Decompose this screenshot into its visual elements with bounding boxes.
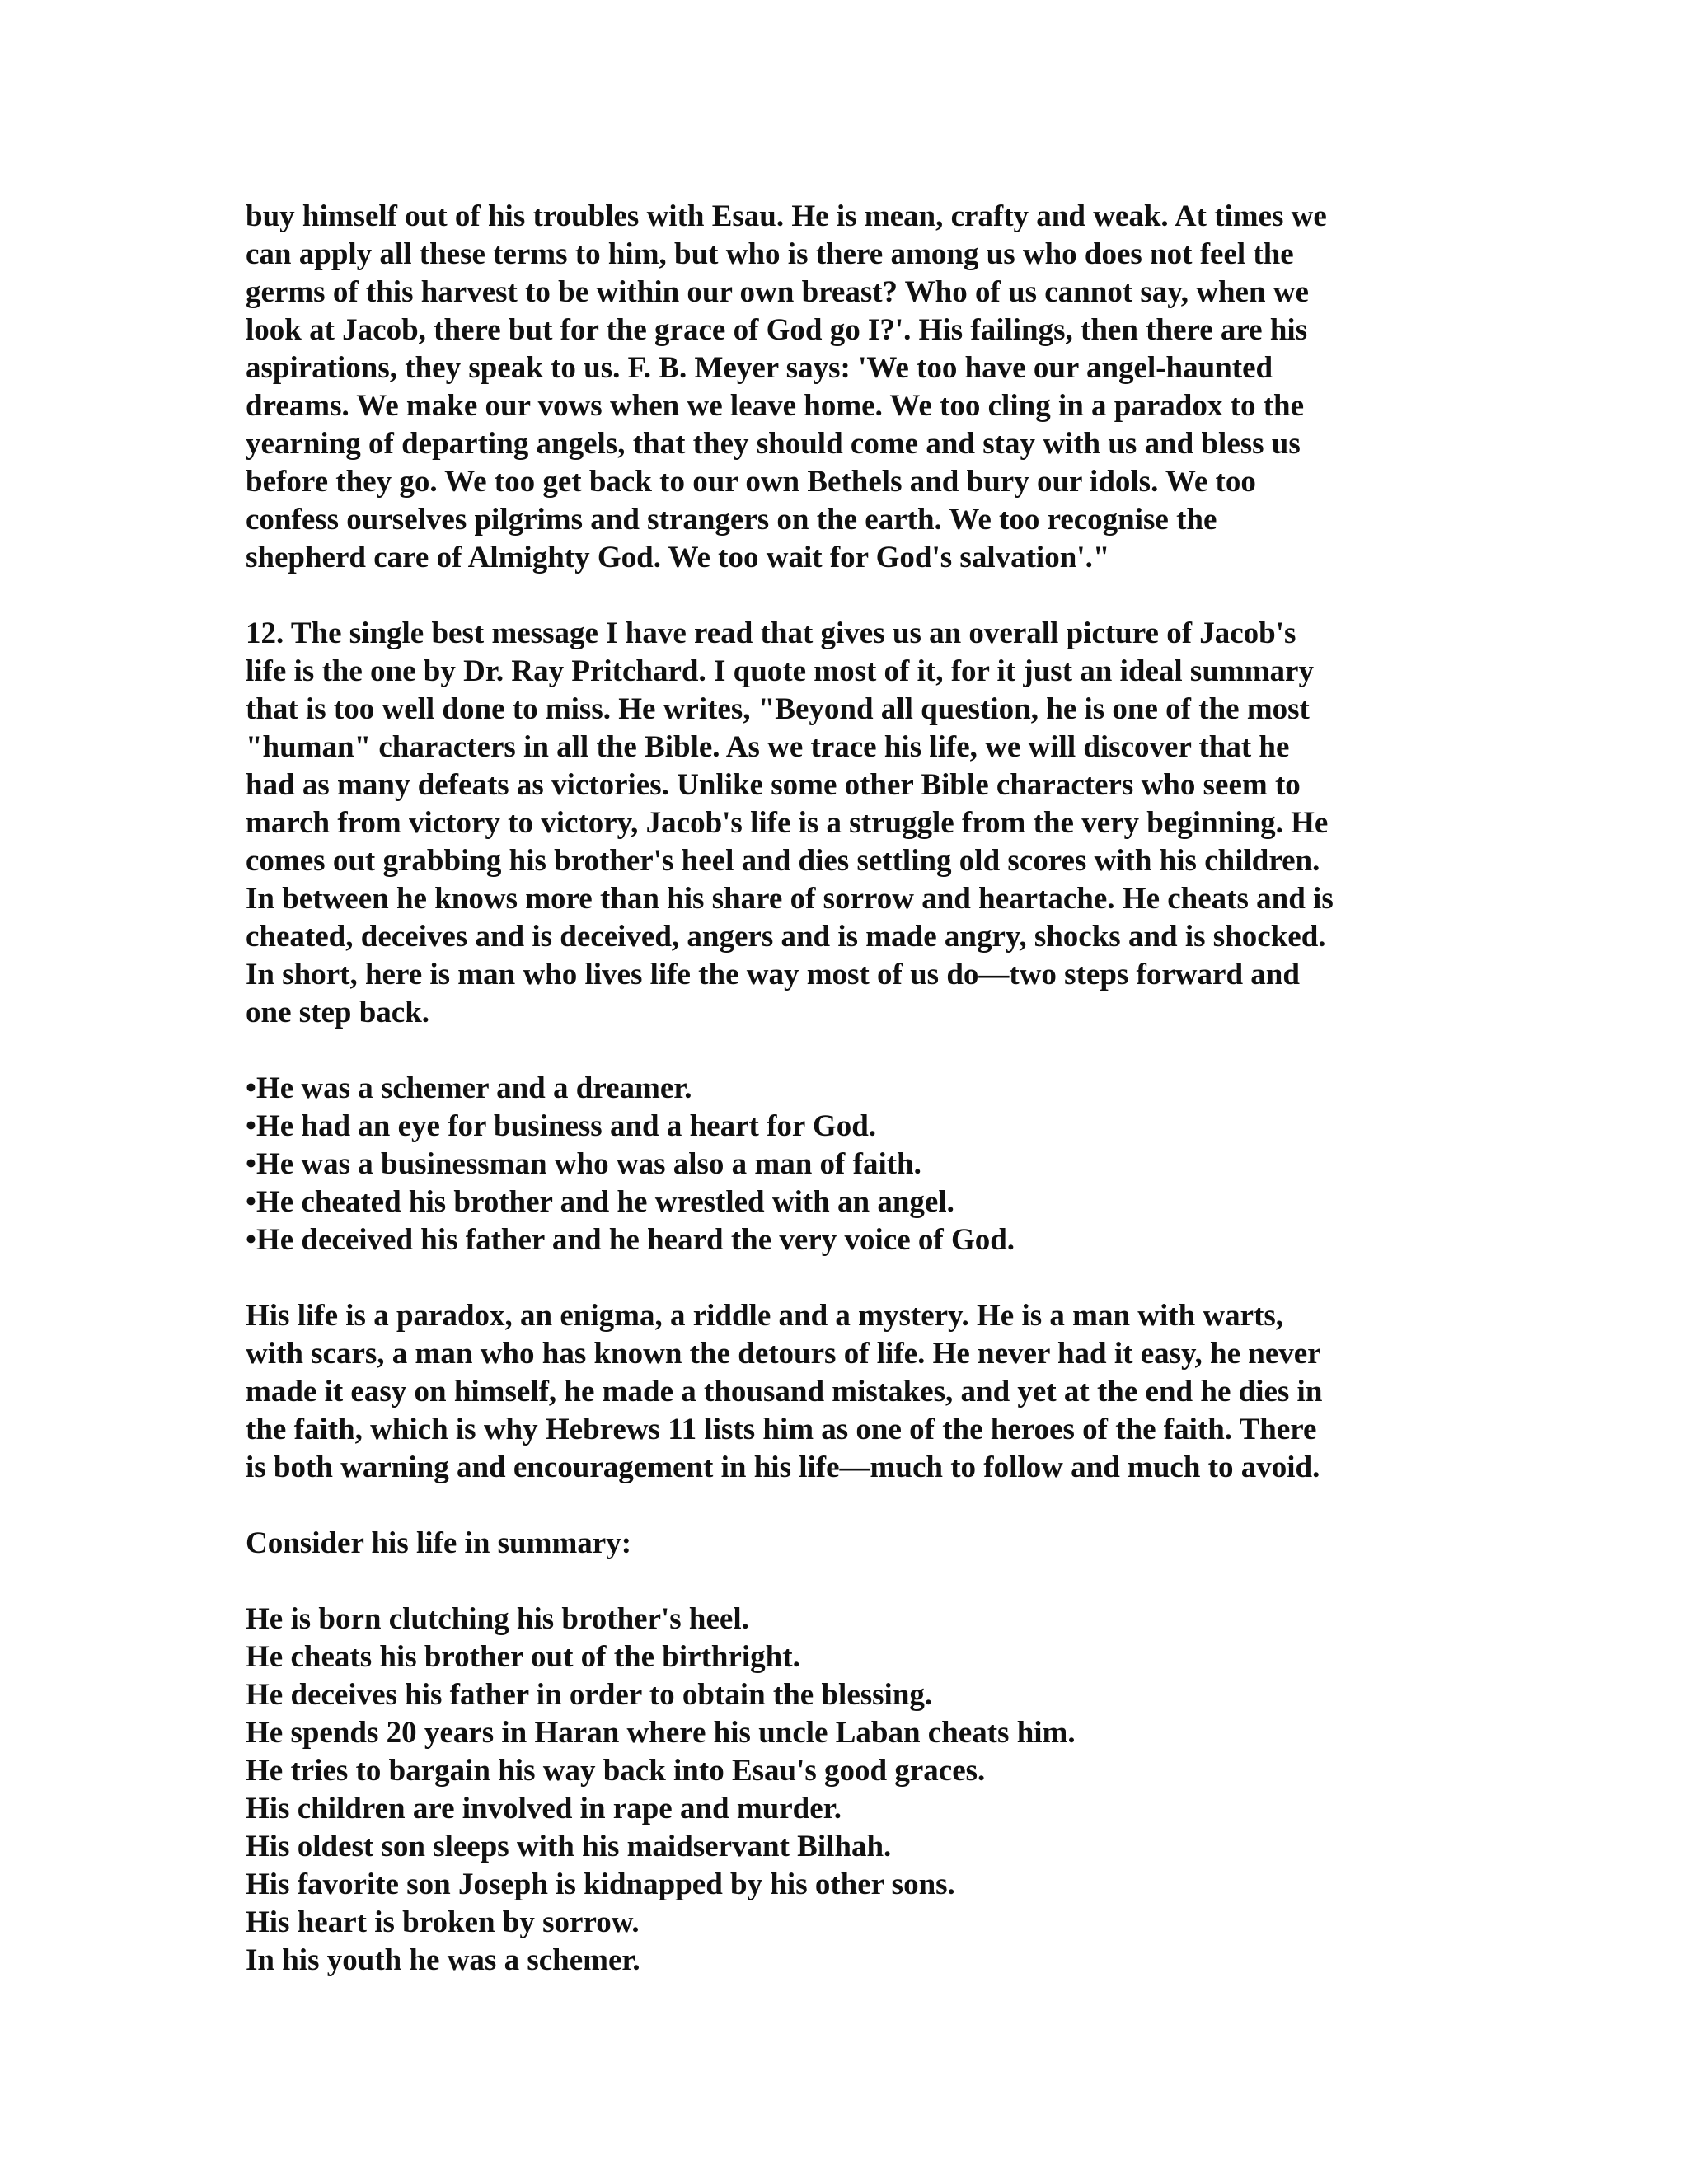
summary-item: His favorite son Joseph is kidnapped by his other sons.: [246, 1868, 955, 1901]
text-line: the faith, which is why Hebrews 11 lists him as one of the heroes of the faith. There: [246, 1413, 1317, 1446]
text-line: one step back.: [246, 996, 430, 1029]
paragraph-gap: [246, 1032, 1449, 1070]
text-line: germs of this harvest to be within our own breast? Who of us cannot say, when we: [246, 275, 1309, 309]
text-line: dreams. We make our vows when we leave home. We too cling in a paradox to the: [246, 389, 1305, 423]
text-line: 12. The single best message I have read that gives us an overall picture of Jacob's: [246, 616, 1296, 650]
bullet-item: •He cheated his brother and he wrestled with an angel.: [246, 1185, 954, 1219]
summary-heading: Consider his life in summary:: [246, 1526, 632, 1560]
text-line: shepherd care of Almighty God. We too wait for God's salvation'.": [246, 541, 1110, 574]
bullet-list: [246, 1070, 1449, 1259]
paragraph-pritchard-message: [246, 615, 1449, 1032]
page-content: [246, 198, 1449, 1980]
summary-item: He is born clutching his brother's heel.: [246, 1602, 749, 1636]
text-line: can apply all these terms to him, but who is there among us who does not feel the: [246, 237, 1294, 271]
summary-item: He cheats his brother out of the birthright.: [246, 1640, 800, 1674]
text-line: confess ourselves pilgrims and strangers on the earth. We too recognise the: [246, 503, 1217, 537]
summary-item: He deceives his father in order to obtain the blessing.: [246, 1678, 933, 1712]
bullet-item: •He was a schemer and a dreamer.: [246, 1071, 692, 1105]
paragraph-gap: [246, 1259, 1449, 1297]
text-line: that is too well done to miss. He writes, "Beyond all question, he is one of the most: [246, 692, 1310, 726]
summary-item: He tries to bargain his way back into Esau's good graces.: [246, 1754, 986, 1788]
text-line: look at Jacob, there but for the grace of God go I?'. His failings, then there are his: [246, 313, 1308, 347]
text-line: aspirations, they speak to us. F. B. Meyer says: 'We too have our angel-haunted: [246, 351, 1273, 385]
text-line: In between he knows more than his share of sorrow and heartache. He cheats and is: [246, 882, 1334, 916]
text-line: made it easy on himself, he made a thousand mistakes, and yet at the end he dies in: [246, 1375, 1323, 1408]
paragraph-esau-troubles: [246, 198, 1449, 577]
text-line: life is the one by Dr. Ray Pritchard. I quote most of it, for it just an ideal summary: [246, 654, 1314, 688]
bullet-item: •He deceived his father and he heard the very voice of God.: [246, 1223, 1015, 1257]
text-line: with scars, a man who has known the detours of life. He never had it easy, he never: [246, 1337, 1321, 1371]
text-line: had as many defeats as victories. Unlike some other Bible characters who seem to: [246, 768, 1301, 802]
paragraph-gap: [246, 1563, 1449, 1601]
paragraph-paradox: [246, 1297, 1449, 1487]
summary-item: His children are involved in rape and murder.: [246, 1792, 842, 1825]
summary-item: His heart is broken by sorrow.: [246, 1905, 640, 1939]
text-line: buy himself out of his troubles with Esau. He is mean, crafty and weak. At times we: [246, 199, 1327, 233]
text-line: march from victory to victory, Jacob's life is a struggle from the very beginning. He: [246, 806, 1329, 840]
text-line: In short, here is man who lives life the way most of us do—two steps forward and: [246, 958, 1300, 991]
text-line: before they go. We too get back to our own Bethels and bury our idols. We too: [246, 465, 1256, 499]
text-line: cheated, deceives and is deceived, angers and is made angry, shocks and is shocked.: [246, 920, 1326, 954]
summary-item: In his youth he was a schemer.: [246, 1943, 640, 1977]
bullet-item: •He was a businessman who was also a man of faith.: [246, 1147, 921, 1181]
text-line: His life is a paradox, an enigma, a riddle and a mystery. He is a man with warts,: [246, 1299, 1284, 1333]
text-line: is both warning and encouragement in his life—much to follow and much to avoid.: [246, 1451, 1320, 1484]
summary-list: [246, 1601, 1449, 1980]
paragraph-gap: [246, 1487, 1449, 1525]
text-line: comes out grabbing his brother's heel and dies settling old scores with his children.: [246, 844, 1320, 878]
text-line: yearning of departing angels, that they should come and stay with us and bless us: [246, 427, 1301, 461]
paragraph-gap: [246, 577, 1449, 615]
text-line: "human" characters in all the Bible. As we trace his life, we will discover that he: [246, 730, 1290, 764]
bullet-item: •He had an eye for business and a heart for God.: [246, 1109, 877, 1143]
summary-item: He spends 20 years in Haran where his uncle Laban cheats him.: [246, 1716, 1076, 1750]
summary-item: His oldest son sleeps with his maidservant Bilhah.: [246, 1830, 892, 1863]
